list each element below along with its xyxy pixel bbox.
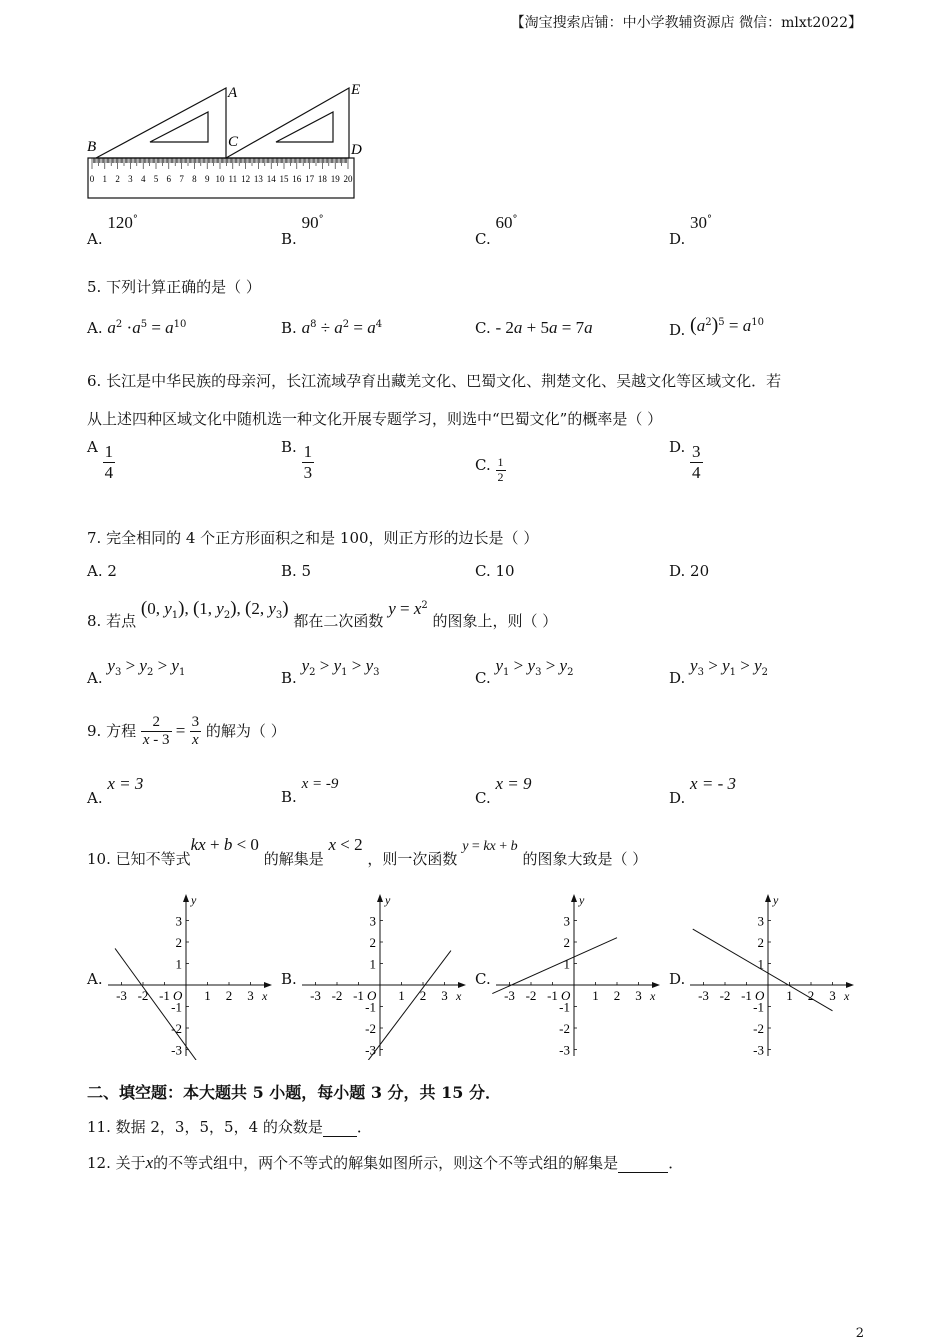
y-tick-label: 3 [369, 913, 376, 929]
q5-stem: 5. 下列计算正确的是（ ） [87, 278, 261, 296]
q9-stem: 9. 方程 $\frac{2}{x - 3}$ = $\frac{3}{x}$ 的解为（ ） [87, 714, 286, 749]
ruler-ticks [92, 158, 348, 169]
page-header: 【淘宝搜索店铺：中小学教辅资源店 微信：mlxt2022】 [510, 15, 862, 31]
x-tick-label: 1 [398, 988, 405, 1003]
page-number: 2 [855, 1326, 864, 1341]
y-tick-label: 3 [757, 913, 764, 929]
label-d: D [351, 142, 362, 158]
ruler-tick-label: 7 [179, 174, 184, 184]
q6-stem-line2: 从上述四种区域文化中随机选一种文化开展专题学习，则选中“巴蜀文化”的概率是（ ） [87, 410, 663, 428]
x-tick-label: -1 [159, 988, 170, 1003]
x-tick-label: -2 [525, 988, 537, 1003]
q11-answer-blank[interactable] [323, 1122, 357, 1137]
q10-graph-a[interactable] [104, 890, 276, 1060]
y-tick-label: 1 [757, 956, 764, 972]
q6-option-c[interactable]: C. $\frac{1}{2}$ [475, 455, 504, 484]
q4-option-b[interactable]: B. 90° [281, 213, 324, 248]
q10-option-d-label[interactable]: D. [669, 970, 686, 988]
x-tick-label: 1 [592, 988, 599, 1003]
q6-option-d[interactable]: D. $\frac{3}{4}$ [669, 438, 701, 482]
y-tick-label: 1 [175, 956, 182, 972]
q10-option-a-label[interactable]: A. [87, 970, 103, 988]
q8-stem: 8. 若点 (0, $y_1$), (1, $y_2$), (2, $y_3$) 都在二次函数 $y = x^2$ 的图象上，则（ ） [87, 598, 558, 630]
ruler-tick-label: 14 [266, 174, 276, 184]
x-tick-label: 3 [635, 988, 642, 1003]
ruler-tick-label: 0 [89, 174, 95, 184]
y-tick-label: -1 [753, 999, 764, 1015]
x-tick-label: 1 [204, 988, 211, 1003]
x-tick-label: 2 [419, 988, 427, 1003]
ruler-tick-label: 1 [102, 174, 108, 184]
ruler-tick-label: 11 [228, 174, 238, 184]
y-tick-label: 3 [563, 913, 570, 929]
label-e: E [351, 82, 361, 98]
q8-option-d[interactable]: D. $y_3 > y_1 > y_2$ [669, 656, 768, 687]
y-tick-label: -3 [753, 1042, 764, 1058]
q5-option-a[interactable]: A. $a^2 \cdot a^5 = a^{10}$ [87, 318, 187, 337]
x-tick-label: 3 [829, 988, 836, 1003]
y-tick-label: 1 [369, 956, 376, 972]
x-tick-label: -3 [116, 988, 127, 1003]
y-tick-label: 2 [563, 935, 570, 950]
q9-option-b[interactable]: B. x = -9 [281, 776, 339, 806]
triangle-cde [226, 88, 349, 158]
ruler-tick-label: 12 [241, 174, 251, 184]
ruler-tick-label: 2 [115, 174, 120, 184]
x-axis-arrow [458, 982, 466, 988]
q9-option-d[interactable]: D. x = - 3 [669, 774, 736, 807]
q5-option-c[interactable]: C. - 2a + 5a = 7a [475, 318, 593, 337]
y-tick-label: -2 [753, 1021, 764, 1036]
triangle-abc [96, 88, 226, 158]
x-axis-arrow [264, 982, 272, 988]
origin-label: O [561, 988, 571, 1003]
x-tick-label: 1 [786, 988, 793, 1003]
x-tick-label: -3 [504, 988, 515, 1003]
ruler-tick-label: 19 [330, 174, 340, 184]
x-tick-label: -1 [741, 988, 752, 1003]
y-axis-arrow [571, 894, 577, 902]
q9-option-c[interactable]: C. x = 9 [475, 774, 532, 807]
label-b: B [87, 139, 97, 155]
ruler-tick-label: 5 [153, 174, 159, 184]
ruler-tick-label: 20 [343, 174, 353, 184]
q11-stem: 11. 数据 2，3，5，5，4 的众数是 ． [87, 1118, 372, 1136]
x-axis-label: x [650, 989, 656, 1003]
function-line [115, 948, 212, 1060]
triangle-abc-inner [150, 112, 208, 142]
q10-option-b-label[interactable]: B. [281, 970, 297, 988]
q6-option-a[interactable]: A $\frac{1}{4}$ [87, 438, 114, 482]
y-tick-label: -1 [559, 999, 570, 1015]
y-tick-label: -1 [365, 999, 376, 1015]
x-tick-label: -2 [137, 988, 149, 1003]
x-tick-label: -2 [719, 988, 731, 1003]
x-tick-label: -2 [331, 988, 343, 1003]
y-tick-label: 1 [563, 956, 570, 972]
y-tick-label: 2 [757, 935, 764, 950]
x-tick-label: -1 [353, 988, 364, 1003]
x-axis-label: x [456, 989, 462, 1003]
section-2-title: 二、填空题：本大题共 5 小题，每小题 3 分，共 15 分． [87, 1083, 501, 1102]
y-axis-label: y [191, 893, 197, 907]
origin-label: O [367, 988, 377, 1003]
x-tick-label: 2 [807, 988, 815, 1003]
ruler-tick-label: 10 [215, 174, 225, 184]
q7-option-d[interactable]: D. 20 [669, 562, 710, 580]
q10-graph-d[interactable] [686, 890, 858, 1060]
q7-option-a[interactable]: A. 2 [87, 562, 117, 580]
x-axis-arrow [846, 982, 854, 988]
q12-stem: 12. 关于x的不等式组中，两个不等式的解集如图所示，则这个不等式组的解集是 ． [87, 1153, 684, 1172]
y-tick-label: -3 [171, 1042, 182, 1058]
q8-option-a[interactable]: A. $y_3 > y_2 > y_1$ [87, 656, 186, 687]
ruler-tick-label: 16 [292, 174, 302, 184]
y-tick-label: 2 [175, 935, 182, 950]
x-tick-label: 2 [613, 988, 621, 1003]
q5-option-b[interactable]: B. $a^8 \div a^2 = a^4$ [281, 318, 383, 337]
ruler-tick-label: 18 [317, 174, 327, 184]
y-tick-label: -2 [365, 1021, 376, 1036]
y-axis-arrow [377, 894, 383, 902]
label-a: A [228, 85, 238, 101]
ruler-tick-label: 15 [279, 174, 289, 184]
q7-stem: 7. 完全相同的 4 个正方形面积之和是 100，则正方形的边长是（ ） [87, 529, 539, 547]
y-tick-label: 2 [369, 935, 376, 950]
ruler-tick-label: 6 [166, 174, 172, 184]
q10-graph-b[interactable] [298, 890, 470, 1060]
x-tick-label: -1 [547, 988, 558, 1003]
y-tick-label: -3 [365, 1042, 376, 1058]
y-axis-arrow [765, 894, 771, 902]
q6-stem-line1: 6. 长江是中华民族的母亲河，长江流域孕育出藏羌文化、巴蜀文化、荆楚文化、吴越文化等区域文化．若 [87, 372, 782, 390]
q7-option-c[interactable]: C. 10 [475, 562, 515, 580]
q12-answer-blank[interactable] [618, 1158, 668, 1173]
x-tick-label: -3 [310, 988, 321, 1003]
y-axis-label: y [385, 893, 391, 907]
x-tick-label: 2 [225, 988, 233, 1003]
q6-option-b[interactable]: B. $\frac{1}{3}$ [281, 438, 313, 482]
ruler-tick-label: 9 [204, 174, 210, 184]
q4-option-c[interactable]: C. 60° [475, 213, 518, 248]
ruler-tick-label: 3 [128, 174, 133, 184]
origin-label: O [173, 988, 183, 1003]
q7-option-b[interactable]: B. 5 [281, 562, 312, 580]
q8-option-c[interactable]: C. $y_1 > y_3 > y_2$ [475, 656, 574, 687]
y-tick-label: -2 [171, 1021, 182, 1036]
y-axis-arrow [183, 894, 189, 902]
ruler-triangles-figure [84, 78, 374, 203]
triangle-cde-inner [276, 112, 333, 142]
q10-stem: 10. 已知不等式kx + b < 0 的解集是 x < 2 ，则一次函数 y = kx + b 的图象大致是（ ） [87, 835, 648, 868]
label-c: C [228, 134, 239, 150]
x-tick-label: 3 [441, 988, 448, 1003]
x-axis-label: x [262, 989, 268, 1003]
ruler-tick-label: 4 [140, 174, 146, 184]
ruler-tick-label: 8 [192, 174, 197, 184]
x-axis-arrow [652, 982, 660, 988]
y-tick-label: -3 [559, 1042, 570, 1058]
q4-option-a[interactable]: A. 120° [87, 213, 138, 248]
ruler-tick-label: 13 [253, 174, 263, 184]
x-tick-label: 3 [247, 988, 254, 1003]
q9-option-a[interactable]: A. x = 3 [87, 774, 144, 807]
q10-graph-c[interactable] [492, 890, 664, 1060]
y-tick-label: 3 [175, 913, 182, 929]
y-tick-label: -2 [559, 1021, 570, 1036]
q5-option-d[interactable]: D. $(a^2)^5 = a^{10}$ [669, 314, 764, 339]
x-tick-label: -3 [698, 988, 709, 1003]
x-axis-label: x [844, 989, 850, 1003]
ruler-tick-label: 17 [305, 174, 315, 184]
y-axis-label: y [773, 893, 779, 907]
y-axis-label: y [579, 893, 585, 907]
q4-option-d[interactable]: D. 30° [669, 213, 713, 248]
y-tick-label: -1 [171, 999, 182, 1015]
q8-option-b[interactable]: B. $y_2 > y_1 > y_3$ [281, 656, 380, 687]
q10-option-c-label[interactable]: C. [475, 970, 491, 988]
origin-label: O [755, 988, 765, 1003]
